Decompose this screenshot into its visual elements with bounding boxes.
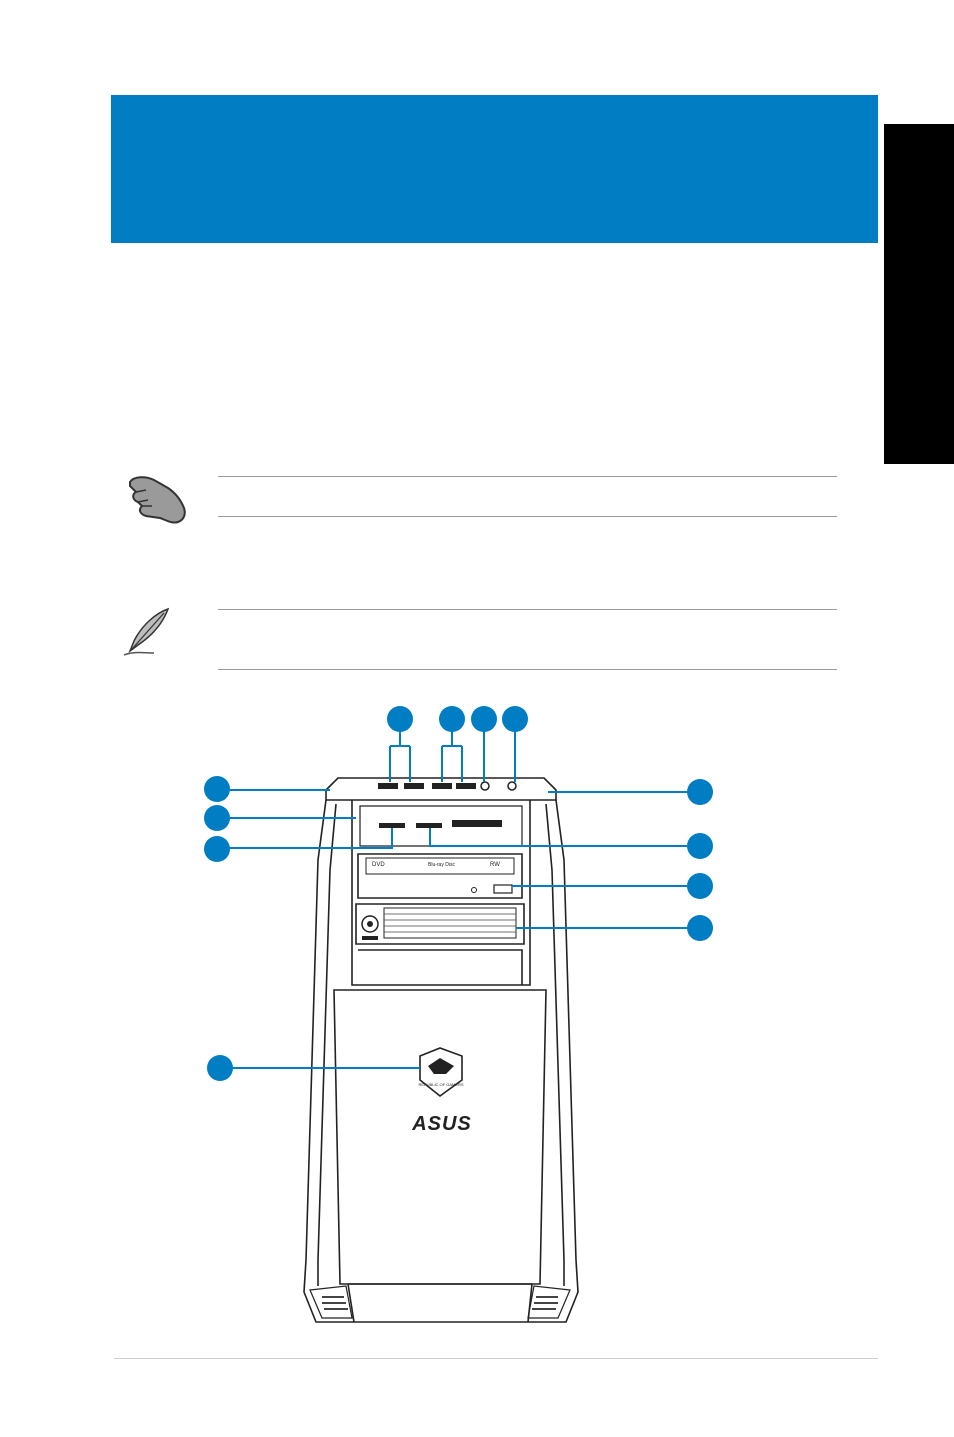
note-rule-top — [218, 609, 837, 610]
asus-logo: ASUS — [412, 1113, 472, 1135]
chapter-banner — [111, 95, 878, 243]
callout-marker — [204, 776, 230, 802]
callout-marker — [204, 805, 230, 831]
callout-marker — [687, 873, 713, 899]
important-rule-top — [218, 476, 837, 477]
callout-marker — [204, 836, 230, 862]
callout-marker — [687, 779, 713, 805]
callout-marker — [502, 706, 528, 732]
callout-marker — [439, 706, 465, 732]
eject-button — [494, 885, 512, 893]
bluray-logo: Blu-ray Disc — [428, 862, 455, 868]
callout-marker — [471, 706, 497, 732]
dvd-logo: DVD — [372, 862, 385, 868]
note-rule-bottom — [218, 669, 837, 670]
feather-pen-icon — [120, 605, 174, 659]
important-rule-bottom — [218, 516, 837, 517]
callout-marker — [687, 915, 713, 941]
callout-marker — [387, 706, 413, 732]
callout-marker — [687, 833, 713, 859]
rw-logo: RW — [490, 862, 500, 868]
callout-marker — [207, 1055, 233, 1081]
rog-emblem-text: REPUBLIC OF GAMERS — [418, 1082, 464, 1087]
front-panel-diagram — [0, 690, 954, 1340]
footer-rule — [114, 1358, 878, 1359]
chapter-side-tab — [884, 124, 954, 464]
hand-pointer-icon — [124, 472, 190, 526]
